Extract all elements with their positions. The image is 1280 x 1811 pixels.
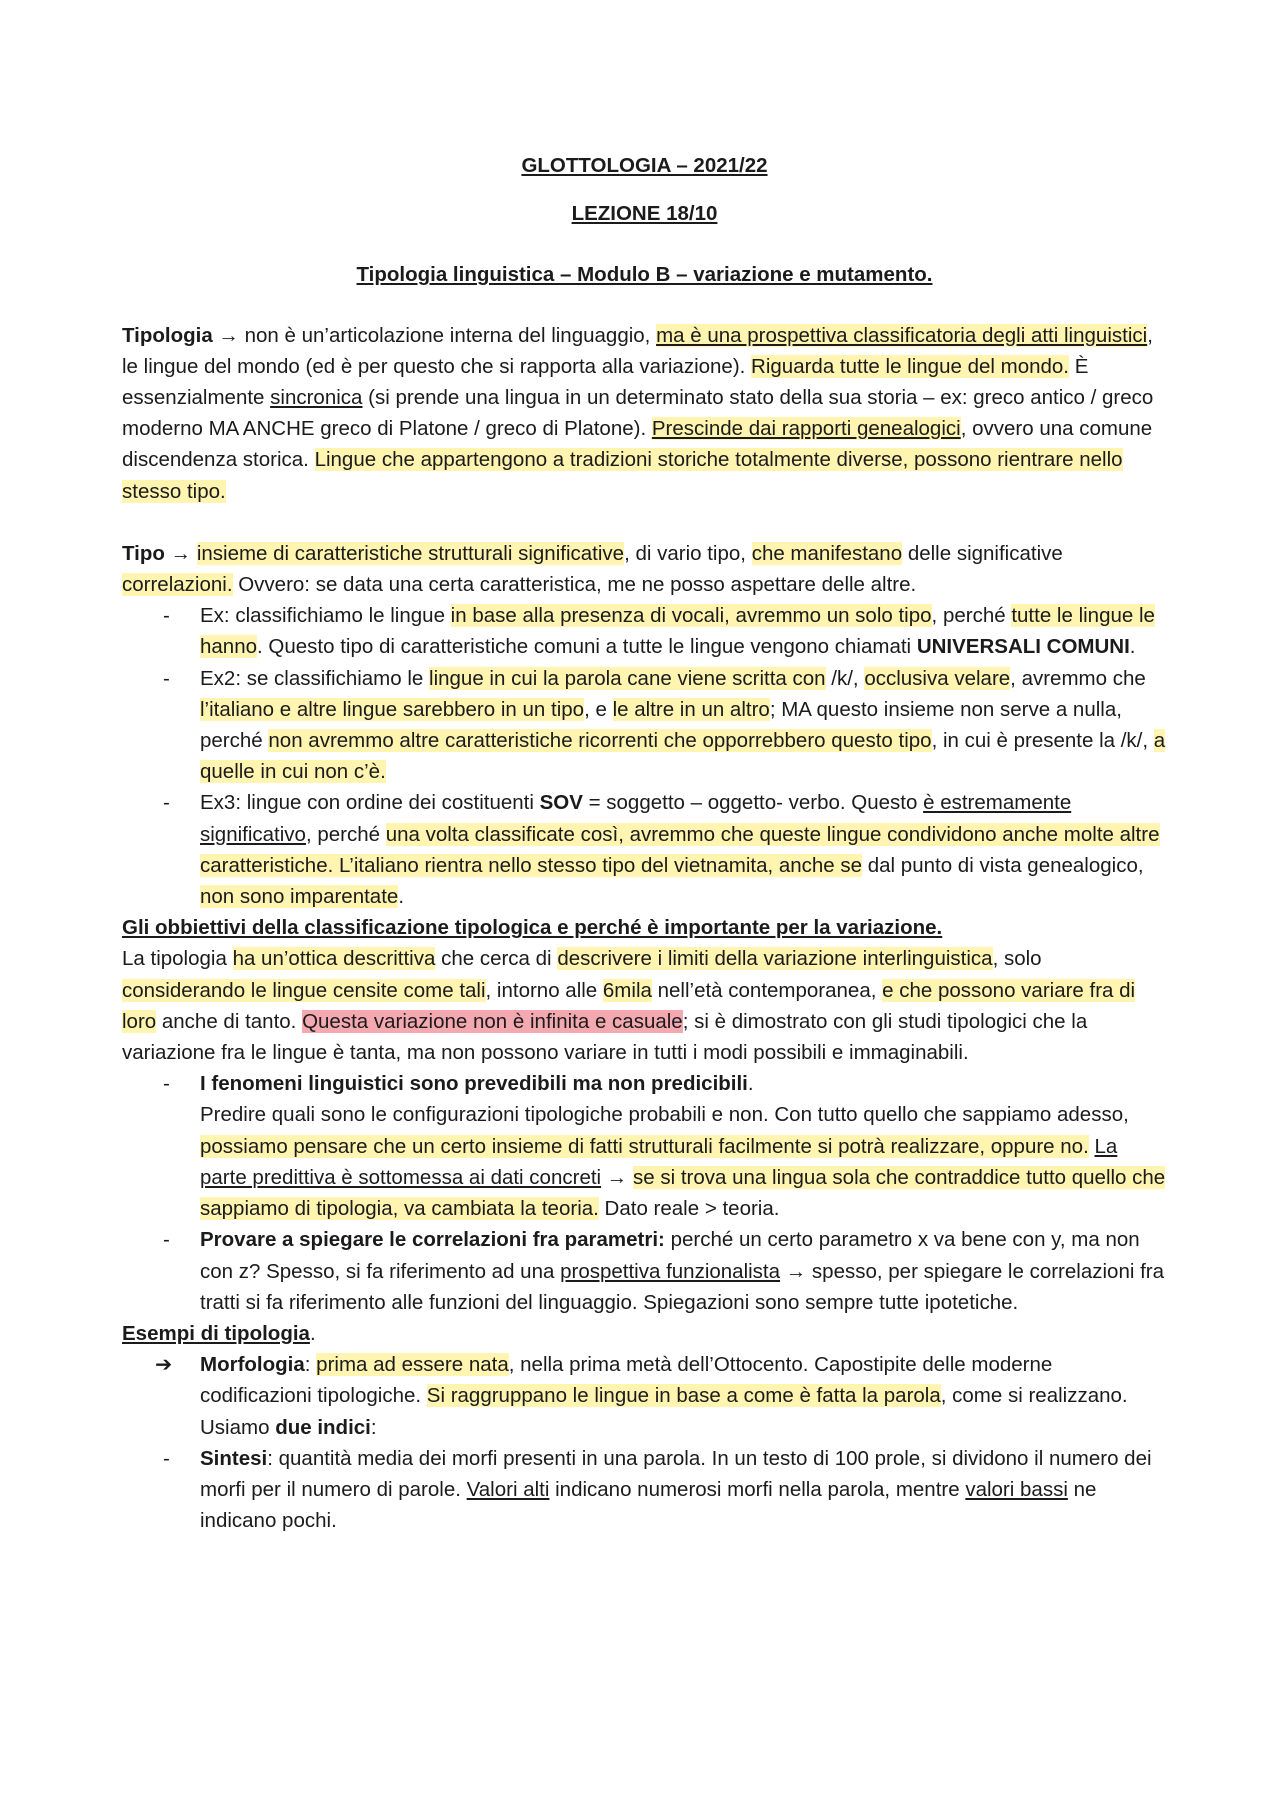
tipo-paragraph: Tipo → insieme di caratteristiche strutturali significative, di vario tipo, che manifestano delle significative correlazioni. Ovvero: se data una certa caratteristica, me ne posso aspettare delle altre. [122, 541, 1063, 597]
highlight: 6mila [602, 978, 652, 1002]
highlight: non sono imparentate [200, 885, 399, 909]
dash-bullet: - [163, 1228, 170, 1252]
dash-bullet: - [163, 604, 170, 628]
dash-bullet: - [163, 791, 170, 815]
underlined-term: La parte predittiva è sottomessa ai dati concreti [200, 1134, 1118, 1189]
arrow-icon: → [606, 1165, 628, 1189]
highlight: una volta classificate così, avremmo che queste lingue condividono anche molte altre caratteristiche. L’italiano rientra nello stesso tipo del vietnamita, anche se [200, 822, 1160, 877]
highlight-pink: Questa variazione non è infinita e casuale [302, 1009, 683, 1033]
highlight: le altre in un altro [612, 697, 770, 721]
highlight: correlazioni. [122, 573, 233, 597]
tipo-term: Tipo [122, 541, 165, 565]
tipo-examples-list [122, 600, 1167, 912]
list-item: - Sintesi: quantità media dei morfi presenti in una parola. In un testo di 100 prole, si dividono il numero dei morfi per il numero di parole. Valori alti indicano numerosi morfi nella parola, mentre valori bassi ne indicano pochi. [122, 1443, 1167, 1537]
arrow-bullet-icon: ➔ [155, 1353, 173, 1377]
highlight: ha un’ottica descrittiva [232, 947, 436, 971]
bold-term: Sintesi [200, 1446, 268, 1470]
highlight: a quelle in cui non c’è. [200, 729, 1166, 784]
list-item: - Provare a spiegare le correlazioni fra parametri: perché un certo parametro x va bene con y, ma non con z? Spesso, si fa riferimento ad una prospettiva funzionalista → spesso, per spiegare le correlazioni fra tratti si fa riferimento alle funzioni del linguaggio. Spiegazioni sono sempre tutte ipotetiche. [122, 1224, 1167, 1318]
bold-term: UNIVERSALI COMUNI [916, 635, 1130, 659]
highlight: ma è una prospettiva classificatoria degli atti linguistici [656, 323, 1148, 347]
highlight: e che possono variare fra di loro [122, 978, 1136, 1033]
obiettivi-list [122, 1068, 1167, 1318]
arrow-icon: → [218, 323, 239, 347]
topic-title: Tipologia linguistica – Modulo B – variazione e mutamento. [356, 263, 933, 287]
highlight: lingue in cui la parola cane viene scritta con [429, 666, 826, 690]
highlight: Prescinde dai rapporti genealogici [651, 417, 961, 441]
highlight: occlusiva velare [864, 666, 1011, 690]
course-title: GLOTTOLOGIA – 2021/22 [521, 154, 768, 177]
highlight: Riguarda tutte le lingue del mondo. [751, 354, 1070, 378]
obiettivi-paragraph: La tipologia ha un’ottica descrittiva che cerca di descrivere i limiti della variazione interlinguistica, solo considerando le lingue censite come tali, intorno alle 6mila nell’età contemporanea, e che possono variare fra di loro anche di tanto. Questa variazione non è infinita e casuale; si è dimostrato con gli studi tipologici che la variazione fra le lingue è tanta, ma non possono variare in tutti i modi possibili e immaginabili. [122, 947, 1136, 1065]
bold-term: Morfologia [200, 1353, 305, 1377]
underlined-term: prospettiva funzionalista [560, 1259, 781, 1283]
document-body [122, 150, 1167, 1536]
list-item: - I fenomeni linguistici sono prevedibili ma non predicibili. Predire quali sono le configurazioni tipologiche probabili e non. Con tutto quello che sappiamo adesso, possiamo pensare che un certo insieme di fatti strutturali facilmente si potrà realizzare, oppure no. La parte predittiva è sottomessa ai dati concreti → se si trova una lingua sola che contraddice tutto quello che sappiamo di tipologia, va cambiata la teoria. Dato reale > teoria. [122, 1068, 1167, 1224]
highlight: che manifestano [751, 541, 903, 565]
tipologia-term: Tipologia [122, 323, 213, 347]
underlined-term: sincronica [270, 386, 363, 410]
bold-term: Provare a spiegare le correlazioni fra parametri: [200, 1228, 665, 1252]
esempi-list [122, 1349, 1167, 1536]
highlight: Lingue che appartengono a tradizioni storiche totalmente diverse, possono rientrare nello stesso tipo. [122, 448, 1123, 503]
highlight: se si trova una lingua sola che contraddice tutto quello che sappiamo di tipologia, va cambiata la teoria. [200, 1165, 1166, 1221]
bold-term: due indici [275, 1415, 371, 1439]
section-heading-esempi: Esempi di tipologia. [122, 1321, 316, 1345]
underlined-term: valori bassi [965, 1477, 1068, 1501]
bold-term: SOV [539, 791, 583, 815]
highlight: considerando le lingue censite come tali [122, 978, 486, 1002]
arrow-icon: → [785, 1259, 807, 1283]
dash-bullet: - [163, 666, 170, 690]
highlight: possiamo pensare che un certo insieme di fatti strutturali facilmente si potrà realizzare, oppure no. [200, 1134, 1089, 1158]
tipologia-paragraph: Tipologia → non è un’articolazione interna del linguaggio, ma è una prospettiva classificatoria degli atti linguistici, le lingue del mondo (ed è per questo che si rapporta alla variazione). Riguarda tutte le lingue del mondo. È essenzialmente sincronica (si prende una lingua in un determinato stato della sua storia – ex: greco antico / greco moderno MA ANCHE greco di Platone / greco di Platone). Prescinde dai rapporti genealogici, ovvero una comune discendenza storica. Lingue che appartengono a tradizioni storiche totalmente diverse, possono rientrare nello stesso tipo. [122, 323, 1154, 503]
bold-term: I fenomeni linguistici sono prevedibili ma non predicibili [200, 1072, 748, 1096]
list-item: - Ex3: lingue con ordine dei costituenti SOV = soggetto – oggetto- verbo. Questo è estremamente significativo, perché una volta classificate così, avremmo che queste lingue condividono anche molte altre caratteristiche. L’italiano rientra nello stesso tipo del vietnamita, anche se dal punto di vista genealogico, non sono imparentate. [122, 787, 1167, 912]
highlight: l’italiano e altre lingue sarebbero in un tipo [200, 697, 585, 721]
arrow-icon: → [170, 541, 192, 565]
list-item: ➔ Morfologia: prima ad essere nata, nella prima metà dell’Ottocento. Capostipite delle moderne codificazioni tipologiche. Si raggruppano le lingue in base a come è fatta la parola, come si realizzano. Usiamo due indici: [122, 1349, 1167, 1443]
highlight: descrivere i limiti della variazione interlinguistica [557, 947, 993, 971]
underlined-term: è estremamente significativo [200, 791, 1072, 846]
highlight: tutte le lingue le hanno [200, 604, 1155, 659]
underlined-term: Valori alti [466, 1477, 550, 1501]
list-item: - Ex: classifichiamo le lingue in base alla presenza di vocali, avremmo un solo tipo, perché tutte le lingue le hanno. Questo tipo di caratteristiche comuni a tutte le lingue vengono chiamati UNIVERSALI COMUNI. [122, 600, 1167, 662]
highlight: prima ad essere nata [316, 1353, 509, 1377]
highlight: non avremmo altre caratteristiche ricorrenti che opporrebbero questo tipo [268, 729, 932, 753]
dash-bullet: - [163, 1072, 170, 1096]
highlight: insieme di caratteristiche strutturali significative [196, 541, 625, 565]
highlight: Si raggruppano le lingue in base a come è fatta la parola [426, 1384, 941, 1408]
lesson-title: LEZIONE 18/10 [571, 202, 718, 226]
dash-bullet: - [163, 1446, 170, 1470]
section-heading-obiettivi: Gli obbiettivi della classificazione tipologica e perché è importante per la variazione. [122, 916, 943, 940]
highlight: in base alla presenza di vocali, avremmo un solo tipo [450, 604, 932, 628]
list-item: - Ex2: se classifichiamo le lingue in cui la parola cane viene scritta con /k/, occlusiva velare, avremmo che l’italiano e altre lingue sarebbero in un tipo, e le altre in un altro; MA questo insieme non serve a nulla, perché non avremmo altre caratteristiche ricorrenti che opporrebbero questo tipo, in cui è presente la /k/, a quelle in cui non c’è. [122, 663, 1167, 788]
